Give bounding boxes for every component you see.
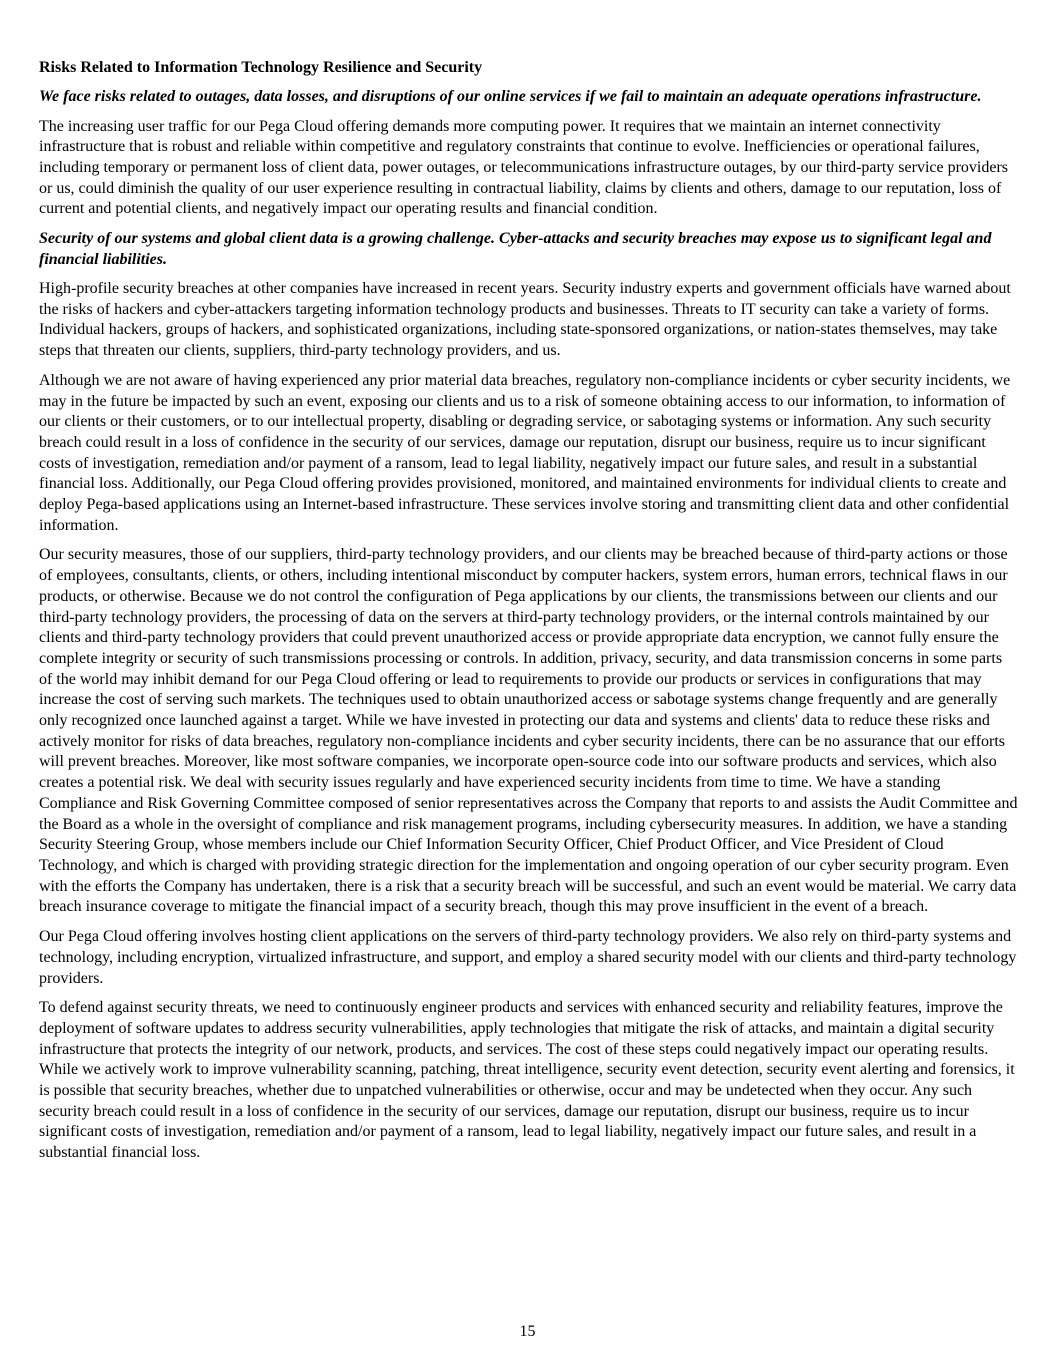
paragraph-defense: To defend against security threats, we need to continuously engineer products and services with enhanced security and reliability features, improve the deployment of software updates to address security vulnerabilities, apply technologies that mitigate the risk of attacks, and maintain a digital security infrastructure that protects the integrity of our network, products, and services. The cost of these steps could negatively impact our operating results. While we actively work to improve vulnerability scanning, patching, threat intelligence, security event detection, security event alerting and forensics, it is possible that security breaches, whether due to unpatched vulnerabilities or otherwise, occur and may be undetected when they occur. Any such security breach could result in a loss of confidence in the security of our services, damage our reputation, disrupt our business, require us to incur significant costs of investigation, remediation and/or payment of a ransom, lead to legal liability, negatively impact our future sales, and result in a substantial financial loss. <box>39 999 1015 1162</box>
document-page <box>39 58 1019 1173</box>
paragraph-security-breaches: High-profile security breaches at other companies have increased in recent years. Security industry experts and government officials have warned about the risks of hackers and cyber-attackers targeting information technology products and businesses. Threats to IT security can take a variety of forms. Individual hackers, groups of hackers, and sophisticated organizations, including state-sponsored organizations, or nation-states themselves, may take steps that threaten our clients, suppliers, third-party technology providers, and us. <box>39 280 1011 360</box>
section-heading: Risks Related to Information Technology Resilience and Security <box>39 59 483 76</box>
risk-heading-security: Security of our systems and global client data is a growing challenge. Cyber-attacks and security breaches may expose us to significant legal and financial liabilities. <box>39 230 992 268</box>
paragraph-security-measures: Our security measures, those of our suppliers, third-party technology providers, and our clients may be breached because of third-party actions or those of employees, consultants, clients, or others, including intentional misconduct by computer hackers, system errors, human errors, technical flaws in our products, or otherwise. Because we do not control the configuration of Pega applications by our clients, the transmissions between our clients and our third-party technology providers, the processing of data on the servers at third-party technology providers, or the internal controls maintained by our clients and third-party technology providers that could prevent unauthorized access or provide appropriate data encryption, we cannot fully ensure the complete integrity or security of such transmissions processing or controls. In addition, privacy, security, and data transmission concerns in some parts of the world may inhibit demand for our Pega Cloud offering or lead to requirements to provide our products or services in configurations that may increase the cost of serving such markets. The techniques used to obtain unauthorized access or sabotage systems change frequently and are generally only recognized once launched against a target. While we have invested in protecting our data and systems and clients' data to reduce these risks and actively monitor for risks of data breaches, regulatory non-compliance incidents and cyber security incidents, there can be no assurance that our efforts will prevent breaches. Moreover, like most software companies, we incorporate open-source code into our software products and services, which also creates a potential risk. We deal with security issues regularly and have experienced security incidents from time to time. We have a standing Compliance and Risk Governing Committee composed of senior representatives across the Company that reports to and assists the Audit Committee and the Board as a whole in the oversight of compliance and risk management programs, including cybersecurity measures. In addition, we have a standing Security Steering Group, whose members include our Chief Information Security Officer, Chief Product Officer, and Vice President of Cloud Technology, and which is charged with providing strategic direction for the implementation and ongoing operation of our cyber security program. Even with the efforts the Company has undertaken, there is a risk that a security breach will be successful, and such an event would be material. We carry data breach insurance coverage to mitigate the financial impact of a security breach, though this may prove insufficient in the event of a breach. <box>39 546 1018 916</box>
paragraph-cloud-infrastructure: The increasing user traffic for our Pega Cloud offering demands more computing power. It requires that we maintain an internet connectivity infrastructure that is robust and reliable within competitive and regulatory constraints that continue to evolve. Inefficiencies or operational failures, including temporary or permanent loss of client data, power outages, or telecommunications infrastructure outages, by our third-party service providers or us, could diminish the quality of our user experience resulting in contractual liability, claims by clients and others, damage to our reputation, loss of current and potential clients, and negatively impact our operating results and financial condition. <box>39 117 1009 218</box>
paragraph-third-party-hosting: Our Pega Cloud offering involves hosting client applications on the servers of third-party technology providers. We also rely on third-party systems and technology, including encryption, virtualized infrastructure, and support, and employ a shared security model with our clients and third-party technology providers. <box>39 928 1017 987</box>
paragraph-breach-impact: Although we are not aware of having experienced any prior material data breaches, regulatory non-compliance incidents or cyber security incidents, we may in the future be impacted by such an event, exposing our clients and us to a risk of someone obtaining access to our information, to information of our clients or their customers, or to our intellectual property, disabling or degrading service, or sabotaging systems or information. Any such security breach could result in a loss of confidence in the security of our services, damage our reputation, disrupt our business, require us to incur significant costs of investigation, remediation and/or payment of a ransom, lead to legal liability, negatively impact our future sales, and result in a substantial financial loss. Additionally, our Pega Cloud offering provides provisioned, monitored, and maintained environments for individual clients to create and deploy Pega-based applications using an Internet-based infrastructure. These services involve storing and transmitting client data and other confidential information. <box>39 371 1011 534</box>
page-number: 15 <box>519 1323 536 1340</box>
risk-heading-outages: We face risks related to outages, data losses, and disruptions of our online services if we fail to maintain an adequate operations infrastructure. <box>39 88 982 105</box>
